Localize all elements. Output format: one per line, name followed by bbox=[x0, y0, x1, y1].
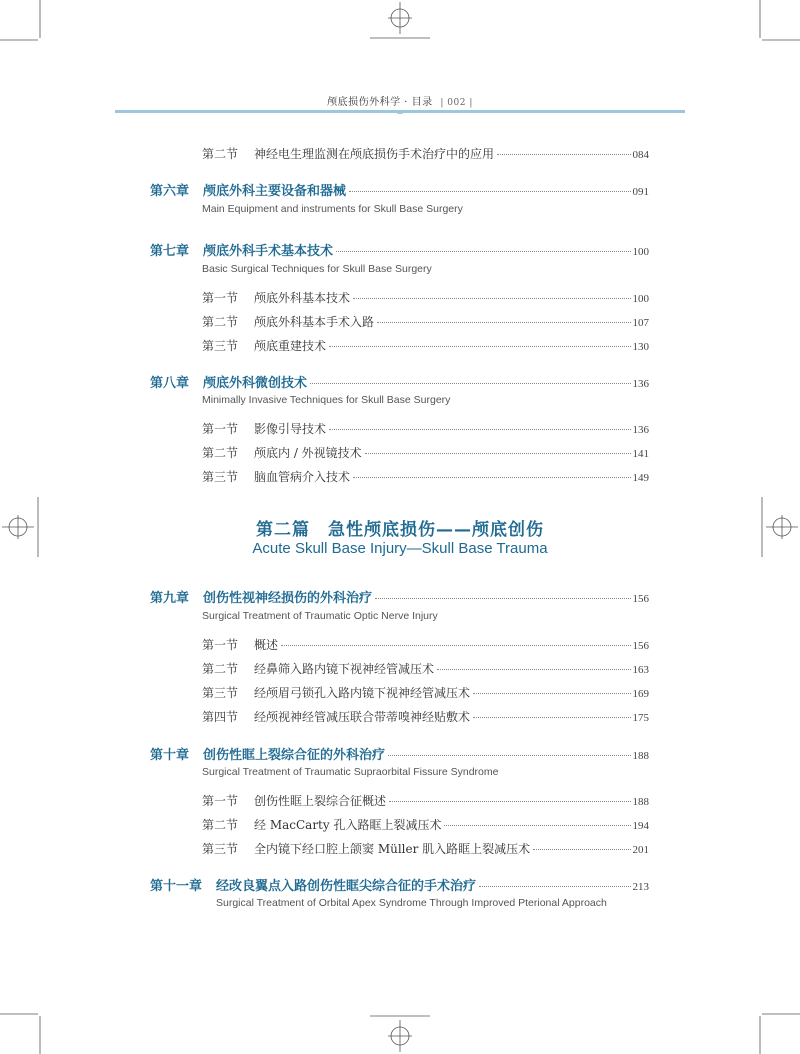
toc-section[interactable]: 第一节 影像引导技术 136 bbox=[202, 420, 649, 437]
toc-chapter[interactable]: 第六章 颅底外科主要设备和器械 091 bbox=[150, 180, 649, 199]
chapter-english-title: Minimally Invasive Techniques for Skull Base Surgery bbox=[202, 394, 451, 406]
toc-section[interactable]: 第二节 经 MacCarty 孔入路眶上裂减压术 194 bbox=[202, 816, 649, 833]
chapter-english-title: Basic Surgical Techniques for Skull Base Surgery bbox=[202, 263, 432, 275]
toc-section[interactable]: 第一节 概述 156 bbox=[202, 636, 649, 653]
toc-chapter[interactable]: 第八章 颅底外科微创技术 136 bbox=[150, 372, 649, 391]
toc-chapter[interactable]: 第十一章 经改良翼点入路创伤性眶尖综合征的手术治疗 213 bbox=[150, 875, 649, 894]
toc-section[interactable]: 第三节 全内镜下经口腔上颌窦 Müller 肌入路眶上裂减压术 201 bbox=[202, 840, 649, 857]
chapter-english-title: Surgical Treatment of Traumatic Supraorbital Fissure Syndrome bbox=[202, 766, 499, 778]
toc-section[interactable]: 第二节 颅底外科基本手术入路 107 bbox=[202, 313, 649, 330]
toc-chapter[interactable]: 第七章 颅底外科手术基本技术 100 bbox=[150, 240, 649, 259]
part-title: 第二篇 急性颅底损伤——颅底创伤 bbox=[256, 520, 544, 540]
book-title: 颅底损伤外科学 · 目录 bbox=[327, 97, 433, 108]
running-head bbox=[0, 93, 800, 108]
toc-section[interactable]: 第一节 创伤性眶上裂综合征概述 188 bbox=[202, 792, 649, 809]
chapter-english-title: Surgical Treatment of Orbital Apex Syndrome Through Improved Pterional Approach bbox=[216, 897, 607, 909]
toc-section[interactable]: 第四节 经颅视神经管减压联合带蒂嗅神经贴敷术 175 bbox=[202, 708, 649, 725]
toc-section[interactable]: 第三节 经颅眉弓锁孔入路内镜下视神经管减压术 169 bbox=[202, 684, 649, 701]
header-rule bbox=[115, 110, 685, 114]
toc-chapter[interactable]: 第十章 创伤性眶上裂综合征的外科治疗 188 bbox=[150, 744, 649, 763]
toc-section[interactable]: 第一节 颅底外科基本技术 100 bbox=[202, 289, 649, 306]
toc-chapter[interactable]: 第九章 创伤性视神经损伤的外科治疗 156 bbox=[150, 587, 649, 606]
toc-section[interactable]: 第三节 颅底重建技术 130 bbox=[202, 337, 649, 354]
part-english-title: Acute Skull Base Injury—Skull Base Trauma bbox=[252, 540, 548, 557]
toc-section[interactable]: 第二节 颅底内 / 外视镜技术 141 bbox=[202, 444, 649, 461]
toc-section[interactable]: 第二节 神经电生理监测在颅底损伤手术治疗中的应用 084 bbox=[202, 145, 649, 162]
toc-section[interactable]: 第三节 脑血管病介入技术 149 bbox=[202, 468, 649, 485]
toc-section[interactable]: 第二节 经鼻筛入路内镜下视神经管减压术 163 bbox=[202, 660, 649, 677]
chapter-english-title: Surgical Treatment of Traumatic Optic Nerve Injury bbox=[202, 610, 438, 622]
page-number: | 002 | bbox=[440, 98, 473, 108]
chapter-english-title: Main Equipment and instruments for Skull Base Surgery bbox=[202, 203, 463, 215]
